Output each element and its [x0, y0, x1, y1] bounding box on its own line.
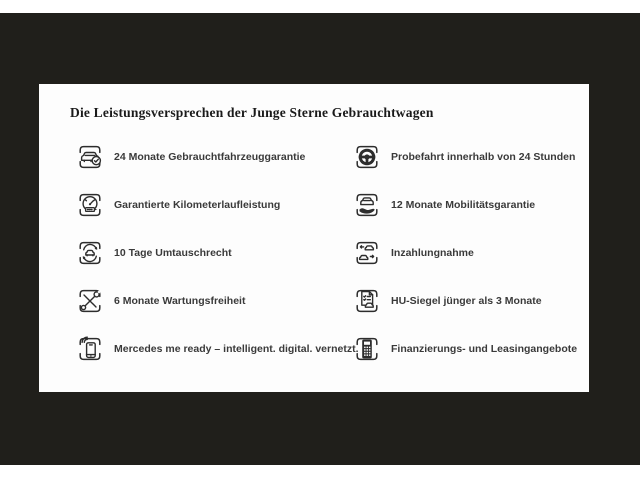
promise-item [75, 325, 359, 373]
promise-grid [75, 133, 577, 373]
promise-item [352, 229, 577, 277]
speedometer-icon [75, 190, 105, 220]
promise-label: Finanzierungs- und Leasingangebote [391, 343, 578, 355]
promise-item [352, 181, 577, 229]
car-check-icon [75, 142, 105, 172]
promise-label: 24 Monate Gebrauchtfahrzeuggarantie [114, 151, 306, 163]
promise-item [352, 325, 577, 373]
promise-item [75, 181, 352, 229]
crossed-tools-icon [75, 286, 105, 316]
promise-item [75, 133, 352, 181]
dark-background [0, 13, 640, 465]
smartphone-signal-icon [75, 334, 105, 364]
promise-label: 10 Tage Umtauschrecht [114, 247, 232, 259]
promise-label: 6 Monate Wartungsfreiheit [114, 295, 246, 307]
promise-label: Inzahlungnahme [391, 247, 474, 259]
cars-trade-icon [352, 238, 382, 268]
document-car-icon [352, 286, 382, 316]
promise-item [352, 277, 577, 325]
promise-label: Mercedes me ready – intelligent. digital. vernetzt. [114, 343, 359, 355]
promise-label: 12 Monate Mobilitätsgarantie [391, 199, 536, 211]
car-exchange-icon [75, 238, 105, 268]
steering-wheel-icon [352, 142, 382, 172]
car-hand-icon [352, 190, 382, 220]
promise-label: Garantierte Kilometerlaufleistung [114, 199, 281, 211]
promise-item [352, 133, 577, 181]
promise-label: Probefahrt innerhalb von 24 Stunden [391, 151, 576, 163]
page-title: Die Leistungsversprechen der Junge Sterne Gebrauchtwagen [70, 105, 434, 120]
calculator-icon [352, 334, 382, 364]
promise-label: HU-Siegel jünger als 3 Monate [391, 295, 542, 307]
promise-card [39, 84, 589, 392]
promise-item [75, 277, 352, 325]
promise-item [75, 229, 352, 277]
